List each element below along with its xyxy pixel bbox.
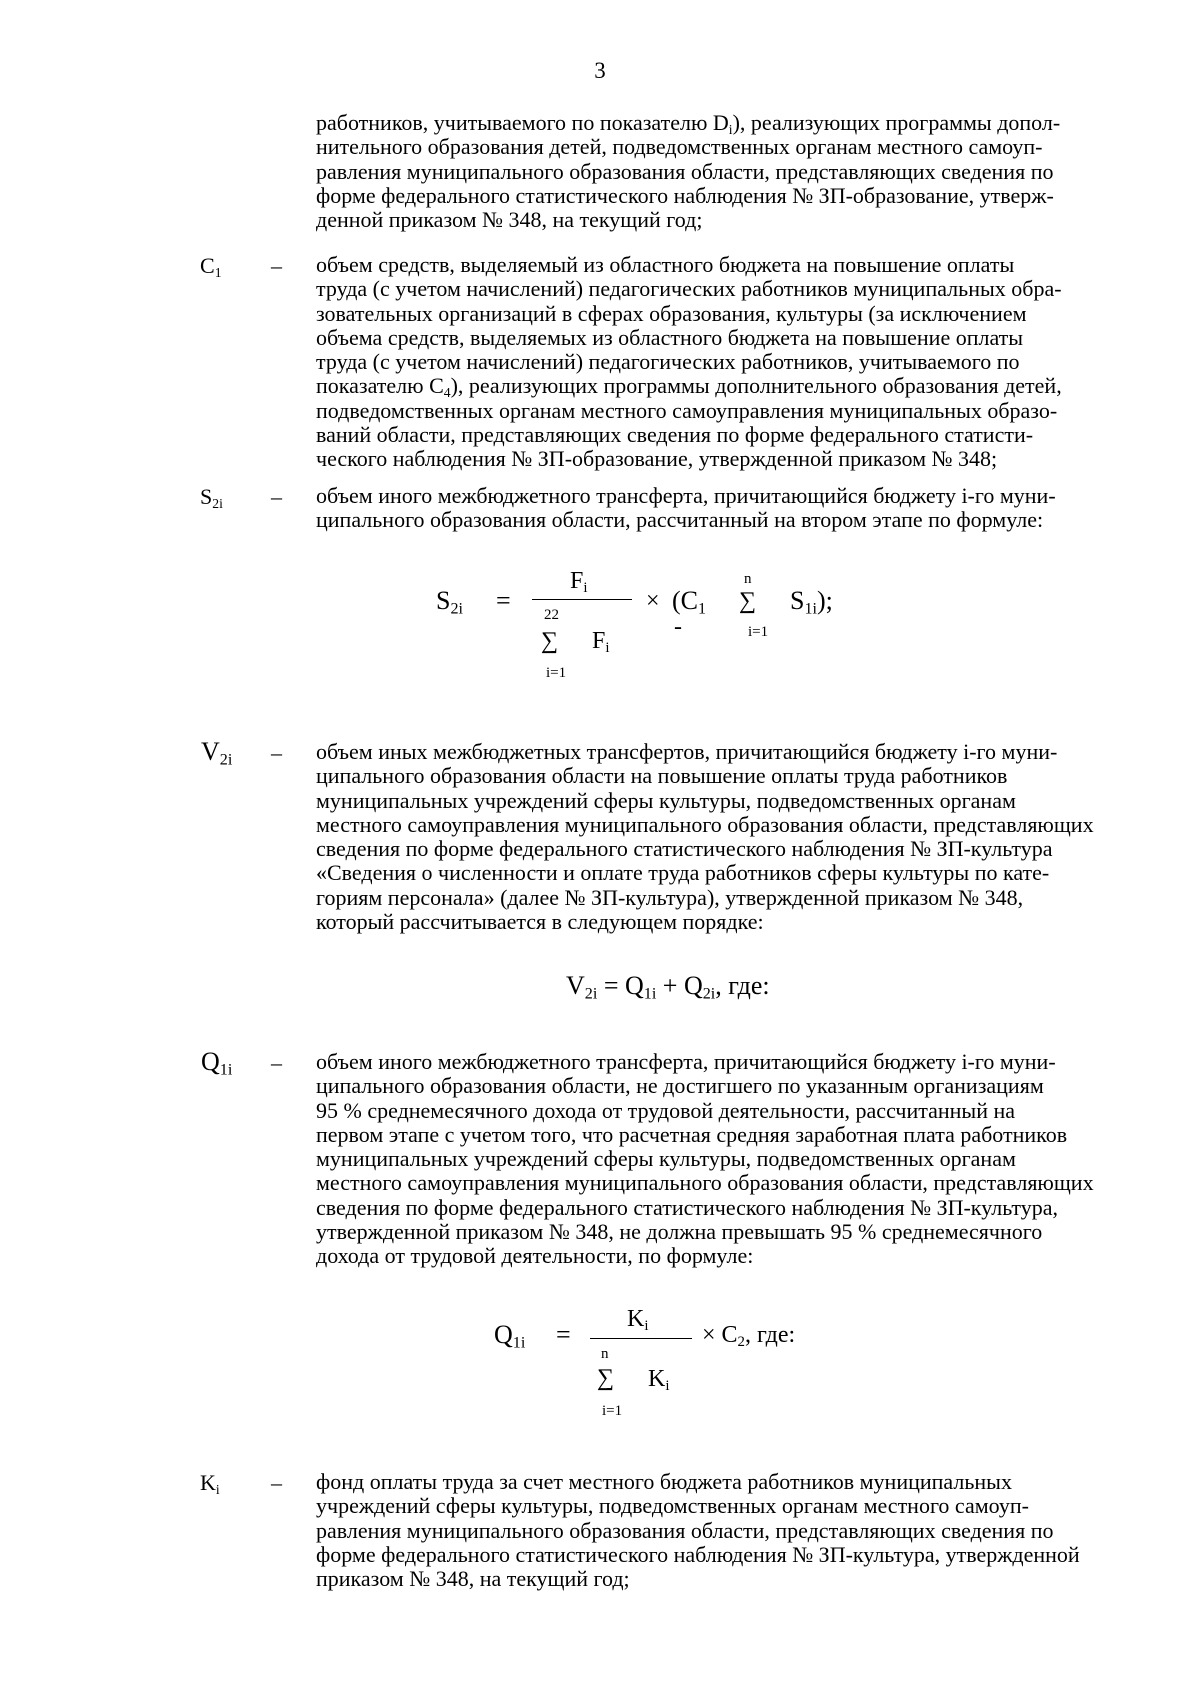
text-line: нительного образования детей, подведомственных органам местного самоуп- bbox=[316, 134, 1043, 160]
sum-upper-limit: n bbox=[744, 571, 752, 587]
definition-symbol-v2i: $V_{2i}$ bbox=[201, 737, 233, 769]
definition-dash: – bbox=[271, 740, 282, 765]
text-line: первом этапе с учетом того, что расчетная средняя заработная плата работников bbox=[316, 1121, 1068, 1147]
formula-equals: = bbox=[556, 1320, 571, 1349]
intro-paragraph bbox=[316, 111, 1156, 232]
fraction-numerator: $K_i$ bbox=[627, 1306, 649, 1335]
page-number: 3 bbox=[594, 58, 606, 83]
fraction-bar bbox=[532, 599, 632, 600]
text-line: местного самоуправления муниципального образования области, представляющих bbox=[316, 811, 1094, 837]
text-line: форме федерального статистического наблюдения № ЗП-культура, утвержденной bbox=[316, 1541, 1080, 1567]
summation-sign: ∑ bbox=[597, 1365, 615, 1391]
definition-text-q1i bbox=[316, 1050, 1156, 1269]
formula-lhs: $S_{2i}$ bbox=[436, 586, 463, 618]
text-line: равления муниципального образования области, представляющих сведения по bbox=[316, 158, 1054, 184]
text-line: труда (с учетом начислений) педагогических работников, учитываемого по bbox=[316, 349, 1020, 375]
fraction-bar bbox=[590, 1338, 692, 1339]
definition-symbol-s2i: $S_{2i}$ bbox=[200, 484, 223, 511]
definition-symbol-ki: $K_i$ bbox=[200, 1470, 220, 1497]
sum-lower-limit: i=1 bbox=[546, 665, 567, 681]
text-line: учреждений сферы культуры, подведомственных органам местного самоуп- bbox=[316, 1493, 1029, 1519]
text-line: объем иного межбюджетного трансферта, причитающийся бюджету i-го муни- bbox=[316, 1049, 1056, 1074]
sum-upper-limit: n bbox=[601, 1346, 609, 1362]
definition-symbol-q1i: $Q_{1i}$ bbox=[201, 1047, 233, 1079]
sum-term: $S_{1i}$); bbox=[790, 586, 833, 618]
text-line: ципального образования области, рассчитанный на втором этапе по формуле: bbox=[316, 507, 1044, 533]
summation-sign: ∑ bbox=[541, 628, 559, 654]
definition-dash: – bbox=[271, 1050, 282, 1075]
formula-lhs: $Q_{1i}$ bbox=[494, 1320, 526, 1352]
sum-term: $K_i$ bbox=[648, 1366, 670, 1395]
definition-text-s2i bbox=[316, 484, 1156, 533]
text-line: местного самоуправления муниципального образования области, представляющих bbox=[316, 1170, 1094, 1196]
definition-dash: – bbox=[271, 484, 282, 509]
text-line: форме федерального статистического наблюдения № ЗП-образование, утверж- bbox=[316, 182, 1054, 208]
text-line: гориям персонала» (далее № ЗП-культура), утвержденной приказом № 348, bbox=[316, 884, 1024, 910]
sum-lower-limit: i=1 bbox=[748, 624, 769, 640]
text-line: муниципальных учреждений сферы культуры, подведомственных органам bbox=[316, 787, 1016, 813]
definition-symbol-c1: $C_1$ bbox=[200, 253, 222, 280]
text-line: объема средств, выделяемых из областного бюджета на повышение оплаты bbox=[316, 324, 1024, 350]
sum-upper-limit: 22 bbox=[544, 607, 559, 623]
text-line: утвержденной приказом № 348, не должна превышать 95 % среднемесячного bbox=[316, 1219, 1043, 1245]
text-line: работников, учитываемого по показателю $D_i$), реализующих программы допол- bbox=[316, 110, 1061, 137]
summation-sign: ∑ bbox=[739, 588, 757, 614]
sum-term: $F_i$ bbox=[592, 628, 610, 657]
definition-dash: – bbox=[271, 1470, 282, 1495]
definition-text-v2i bbox=[316, 740, 1156, 934]
text-line: муниципальных учреждений сферы культуры, подведомственных органам bbox=[316, 1146, 1016, 1172]
formula-v2i: $V_{2i} = Q_{1i} + Q_{2i}$, где: bbox=[566, 971, 770, 1003]
text-line: ципального образования области на повышение оплаты труда работников bbox=[316, 763, 1008, 789]
text-line: фонд оплаты труда за счет местного бюджета работников муниципальных bbox=[316, 1469, 1012, 1494]
text-line: «Сведения о численности и оплате труда работников сферы культуры по кате- bbox=[316, 860, 1050, 886]
text-line: ваний области, представляющих сведения по форме федерального статисти- bbox=[316, 422, 1034, 448]
text-line: ципального образования области, не достигшего по указанным организациям bbox=[316, 1073, 1044, 1099]
text-line: дохода от трудовой деятельности, по формуле: bbox=[316, 1243, 754, 1269]
text-line: зовательных организаций в сферах образования, культуры (за исключением bbox=[316, 300, 1027, 326]
definition-dash: – bbox=[271, 253, 282, 278]
paren-term: ($C_1$ bbox=[672, 586, 707, 618]
text-line: труда (с учетом начислений) педагогических работников муниципальных обра- bbox=[316, 276, 1062, 302]
text-line: показателю $C_4$), реализующих программы дополнительного образования детей, bbox=[316, 373, 1062, 401]
text-line: ческого наблюдения № ЗП-образование, утвержденной приказом № 348; bbox=[316, 446, 998, 472]
text-line: подведомственных органам местного самоуправления муниципальных образо- bbox=[316, 397, 1058, 423]
text-line: денной приказом № 348, на текущий год; bbox=[316, 207, 703, 233]
text-line: сведения по форме федерального статистического наблюдения № ЗП-культура bbox=[316, 836, 1053, 862]
text-line: который рассчитывается в следующем порядке: bbox=[316, 909, 764, 935]
text-line: объем иного межбюджетного трансферта, причитающийся бюджету i-го муни- bbox=[316, 483, 1056, 508]
text-line: сведения по форме федерального статистического наблюдения № ЗП-культура, bbox=[316, 1194, 1058, 1220]
text-line: объем средств, выделяемый из областного бюджета на повышение оплаты bbox=[316, 252, 1015, 277]
text-line: равления муниципального образования области, представляющих сведения по bbox=[316, 1517, 1054, 1543]
formula-tail: × $C_2$, где: bbox=[702, 1322, 796, 1351]
formula-equals: = bbox=[496, 586, 511, 615]
sum-lower-limit: i=1 bbox=[602, 1403, 623, 1419]
definition-text-c1 bbox=[316, 253, 1156, 472]
text-line: приказом № 348, на текущий год; bbox=[316, 1566, 630, 1592]
text-line: объем иных межбюджетных трансфертов, причитающийся бюджету i-го муни- bbox=[316, 739, 1058, 764]
definition-text-ki bbox=[316, 1470, 1156, 1591]
text-line: 95 % среднемесячного дохода от трудовой деятельности, рассчитанный на bbox=[316, 1097, 1016, 1123]
fraction-numerator: $F_i$ bbox=[570, 568, 588, 597]
minus-sign: - bbox=[674, 614, 682, 640]
times-sign: × bbox=[646, 588, 660, 614]
